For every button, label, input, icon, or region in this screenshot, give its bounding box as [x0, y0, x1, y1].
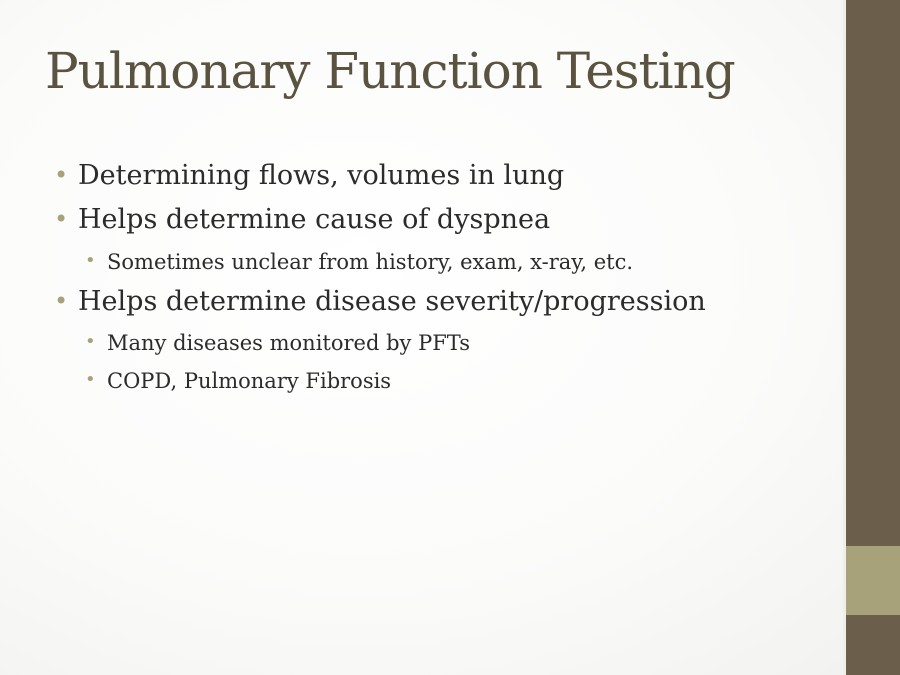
slide-title: Pulmonary Function Testing: [45, 42, 735, 100]
bullet-text: Sometimes unclear from history, exam, x-ray, etc.: [107, 250, 634, 274]
bullet-dot-icon: •: [54, 287, 69, 315]
bullet-text: COPD, Pulmonary Fibrosis: [107, 369, 392, 393]
bullet-dot-icon: •: [85, 250, 96, 271]
bullet-item: [54, 286, 706, 317]
bullet-text: Helps determine disease severity/progression: [78, 286, 706, 317]
sub-bullet-item: [85, 331, 471, 355]
bullet-item: [54, 204, 551, 235]
sub-bullet-item: [85, 250, 634, 274]
sub-bullet-item: [85, 369, 392, 393]
bullet-dot-icon: •: [54, 161, 69, 189]
bullet-dot-icon: •: [85, 331, 96, 352]
bullet-dot-icon: •: [85, 369, 96, 390]
bullet-text: Determining flows, volumes in lung: [78, 160, 565, 191]
decorative-side-accent: [846, 546, 900, 615]
bullet-text: Helps determine cause of dyspnea: [78, 204, 551, 235]
bullet-dot-icon: •: [54, 205, 69, 233]
bullet-text: Many diseases monitored by PFTs: [107, 331, 471, 355]
bullet-item: [54, 160, 565, 191]
